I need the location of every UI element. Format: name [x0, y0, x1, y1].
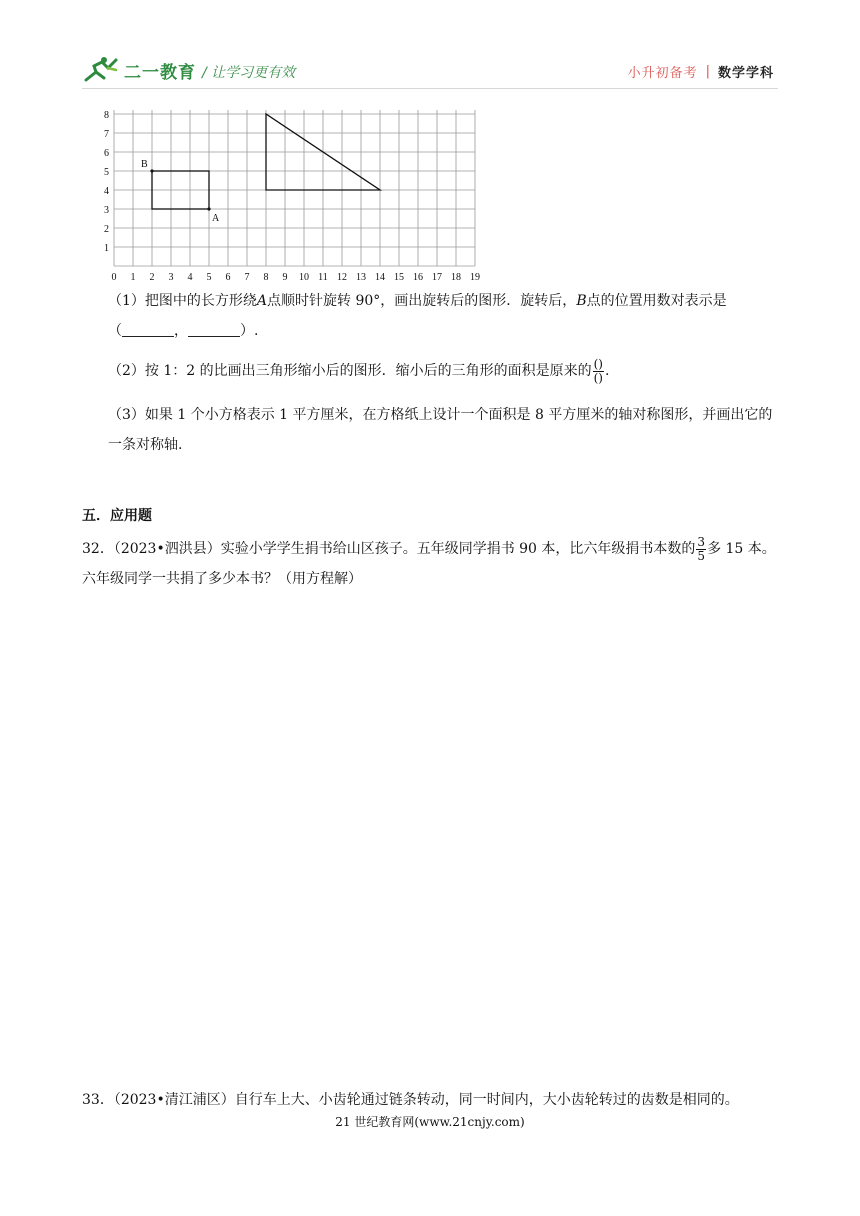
- runner-logo-icon: [82, 56, 120, 84]
- y-tick-label: 4: [104, 186, 109, 197]
- x-tick-label: 13: [356, 272, 366, 283]
- header-divider: [82, 88, 778, 89]
- answer-fraction[interactable]: $\frac{()}{()}$: [593, 356, 603, 385]
- question-31-part-3: （3）如果 1 个小方格表示 1 平方厘米，在方格纸上设计一个面积是 8 平方厘米的轴对称图形，并画出它的一条对称轴.: [108, 407, 773, 453]
- x-tick-label: 3: [168, 272, 174, 283]
- y-tick-label: 7: [104, 129, 109, 140]
- y-tick-label: 6: [104, 148, 109, 159]
- x-tick-label: 1: [130, 272, 136, 283]
- x-tick-label: 17: [432, 272, 442, 283]
- x-tick-label: 14: [375, 272, 385, 283]
- x-tick-label: 10: [299, 272, 309, 283]
- y-tick-label: 8: [104, 110, 109, 121]
- answer-blank-x[interactable]: [122, 320, 174, 337]
- logo: [82, 56, 196, 84]
- exam-type: 小升初备考: [627, 66, 698, 81]
- x-tick-label: 15: [394, 272, 404, 283]
- y-tick-label: 3: [104, 205, 109, 216]
- fraction-three-fifths: $\frac{3}{5}$: [697, 534, 706, 563]
- label-a: A: [212, 213, 220, 224]
- section-title: 五．应用题: [82, 508, 152, 524]
- x-tick-label: 2: [149, 272, 155, 283]
- subject-name: 数学学科: [717, 66, 774, 81]
- x-tick-label: 8: [263, 272, 269, 283]
- x-tick-label: 7: [244, 272, 250, 283]
- logo-text: 二一教育: [124, 62, 196, 83]
- y-tick-label: 2: [104, 224, 109, 235]
- coordinate-grid: [98, 104, 488, 284]
- y-tick-label: 1: [104, 243, 109, 254]
- question-31-part-2: （2）按 1：2 的比画出三角形缩小后的图形．缩小后的三角形的面积是原来的 $\frac{()}{()}$ .: [108, 356, 610, 385]
- question-32: 32．（2023•泗洪县）实验小学学生捐书给山区孩子。五年级同学捐书 90 本，比六年级捐书本数的 $\frac{3}{5}$ 多 15 本。六年级同学一共捐了多少本书？（用方程解）: [82, 534, 776, 587]
- question-33: 33．（2023•清江浦区）自行车上大、小齿轮通过链条转动，同一时间内，大小齿轮转过的齿数是相同的。: [82, 1092, 739, 1108]
- y-tick-label: 5: [104, 167, 109, 178]
- slogan: / 让学习更有效: [202, 65, 296, 81]
- question-31-part-1: （1）把图中的长方形绕A点顺时针旋转 90°，画出旋转后的图形．旋转后，B点的位置用数对表示是 （ ， ）.: [108, 293, 727, 339]
- label-b: B: [141, 159, 148, 170]
- x-tick-label: 6: [225, 272, 231, 283]
- x-tick-label: 0: [111, 272, 117, 283]
- point-b: [150, 169, 153, 172]
- x-tick-label: 18: [451, 272, 461, 283]
- x-tick-label: 11: [318, 272, 328, 283]
- x-tick-label: 12: [337, 272, 347, 283]
- header-separator: |: [705, 64, 710, 79]
- x-tick-label: 9: [282, 272, 288, 283]
- answer-blank-y[interactable]: [188, 320, 240, 337]
- point-a: [207, 207, 210, 210]
- x-tick-label: 5: [206, 272, 212, 283]
- x-tick-label: 4: [187, 272, 193, 283]
- x-tick-label: 16: [413, 272, 423, 283]
- page-header: [0, 0, 860, 96]
- page-footer: 21 世纪教育网(www.21cnjy.com): [335, 1115, 525, 1129]
- subject-label: [628, 62, 774, 81]
- x-tick-label: 19: [470, 272, 480, 283]
- grid-figure: [98, 104, 488, 288]
